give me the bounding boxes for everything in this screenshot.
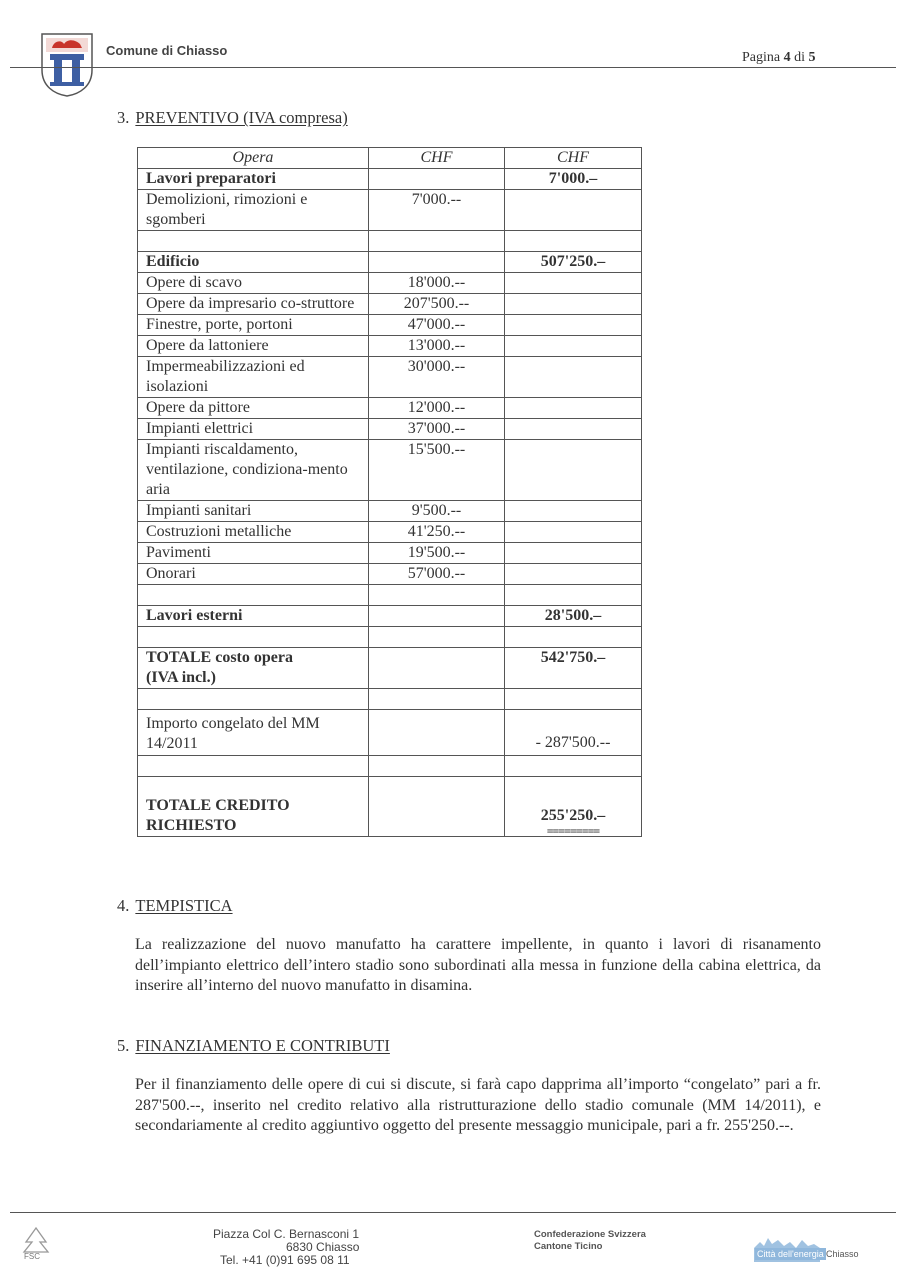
row-total: 255'250.– (540, 807, 606, 824)
table-row (138, 710, 642, 756)
row-amount (369, 231, 505, 252)
header-opera: Opera (138, 148, 369, 169)
table-row (138, 756, 642, 777)
section-title: PREVENTIVO (IVA compresa) (135, 108, 348, 127)
header-chf-amount: CHF (369, 148, 505, 169)
row-label: Finestre, porte, portoni (138, 315, 369, 336)
row-label: Demolizioni, rimozioni e sgomberi (138, 190, 369, 231)
row-total (505, 336, 642, 357)
section-3-heading (117, 108, 348, 128)
row-total-cell (505, 777, 642, 837)
row-amount (369, 689, 505, 710)
section-title: TEMPISTICA (135, 896, 233, 915)
coat-of-arms-icon (40, 32, 94, 98)
double-underline: ========= (546, 824, 600, 838)
row-label: Impianti elettrici (138, 419, 369, 440)
row-label: TOTALE costo opera (IVA incl.) (138, 648, 369, 689)
page-sep: di (794, 50, 805, 65)
footer-confederation (534, 1229, 646, 1253)
table-row (138, 564, 642, 585)
section-title: FINANZIAMENTO E CONTRIBUTI (135, 1036, 390, 1055)
row-amount: 30'000.-- (369, 357, 505, 398)
page-current: 4 (783, 50, 791, 65)
table-row (138, 689, 642, 710)
energy-city-label: Città dell'energia (757, 1249, 824, 1259)
section-number: 3. (117, 108, 130, 127)
page-label: Pagina (742, 50, 781, 65)
row-total: - 287'500.-- (505, 710, 642, 756)
row-label: Costruzioni metalliche (138, 522, 369, 543)
table-row (138, 273, 642, 294)
row-amount (369, 777, 505, 837)
row-total: 28'500.– (505, 606, 642, 627)
row-total (505, 543, 642, 564)
row-total (505, 315, 642, 336)
row-total (505, 398, 642, 419)
table-row (138, 585, 642, 606)
row-label: Opere da pittore (138, 398, 369, 419)
address-phone: Tel. +41 (0)91 695 08 11 (220, 1253, 350, 1267)
table-row (138, 648, 642, 689)
row-total: 7'000.– (505, 169, 642, 190)
table-row (138, 294, 642, 315)
canton-line: Cantone Ticino (534, 1241, 603, 1252)
table-row (138, 419, 642, 440)
row-label: Importo congelato del MM 14/2011 (138, 710, 369, 756)
confed-line: Confederazione Svizzera (534, 1229, 646, 1240)
row-total (505, 585, 642, 606)
row-amount: 7'000.-- (369, 190, 505, 231)
section-4-heading (117, 896, 233, 916)
row-label: TOTALE CREDITO RICHIESTO (138, 777, 369, 837)
row-label (138, 585, 369, 606)
section-number: 5. (117, 1036, 130, 1055)
table-row (138, 357, 642, 398)
row-label (138, 627, 369, 648)
row-amount (369, 169, 505, 190)
address-city: 6830 Chiasso (286, 1240, 360, 1254)
row-amount: 37'000.-- (369, 419, 505, 440)
row-total (505, 627, 642, 648)
row-amount: 207'500.-- (369, 294, 505, 315)
cost-estimate-table (137, 147, 642, 837)
finanziamento-paragraph: Per il finanziamento delle opere di cui si discute, si farà capo dapprima all’importo “congelato” pari a fr. 287'500.--, inserito nel credito relativo alla ristrutturazione dello stadio comunale (MM 14/2011), e secondariamente al credito aggiuntivo oggetto del presente messaggio municipale, pari a fr. 255'250.--. (135, 1076, 821, 1134)
row-total: 542'750.– (505, 648, 642, 689)
row-total (505, 231, 642, 252)
table-row (138, 336, 642, 357)
row-total (505, 756, 642, 777)
footer-address (213, 1228, 359, 1267)
section-number: 4. (117, 896, 130, 915)
row-label: Onorari (138, 564, 369, 585)
row-label: Lavori esterni (138, 606, 369, 627)
row-total (505, 357, 642, 398)
table-header-row (138, 148, 642, 169)
table-row (138, 315, 642, 336)
row-label: Opere da impresario co-struttore (138, 294, 369, 315)
row-amount: 9'500.-- (369, 501, 505, 522)
row-label: Impianti sanitari (138, 501, 369, 522)
row-amount: 15'500.-- (369, 440, 505, 501)
row-label: Opere da lattoniere (138, 336, 369, 357)
row-label: Edificio (138, 252, 369, 273)
row-total: 507'250.– (505, 252, 642, 273)
row-label: Impianti riscaldamento, ventilazione, condiziona-mento aria (138, 440, 369, 501)
row-label: Opere di scavo (138, 273, 369, 294)
table-row (138, 169, 642, 190)
row-total (505, 273, 642, 294)
row-amount: 19'500.-- (369, 543, 505, 564)
row-amount (369, 710, 505, 756)
page-number (742, 50, 816, 66)
table-row (138, 543, 642, 564)
row-label: Impermeabilizzazioni ed isolazioni (138, 357, 369, 398)
table-row (138, 522, 642, 543)
header-divider (10, 67, 896, 68)
row-total (505, 689, 642, 710)
table-row (138, 398, 642, 419)
row-amount: 18'000.-- (369, 273, 505, 294)
footer-divider (10, 1212, 896, 1213)
table-row (138, 501, 642, 522)
table-row (138, 252, 642, 273)
row-amount (369, 606, 505, 627)
row-label (138, 689, 369, 710)
row-total (505, 522, 642, 543)
row-total (505, 564, 642, 585)
row-amount: 47'000.-- (369, 315, 505, 336)
row-label: Lavori preparatori (138, 169, 369, 190)
tempistica-paragraph: La realizzazione del nuovo manufatto ha carattere impellente, in quanto i lavori di risanamento dell’impianto elettrico dell’intero stadio sono subordinati alla messa in funzione della cabina elettrica, da inserire all’interno del nuovo manufatto in disamina. (135, 936, 821, 994)
row-amount: 41'250.-- (369, 522, 505, 543)
row-total (505, 440, 642, 501)
table-row (138, 440, 642, 501)
fsc-label: FSC (24, 1252, 40, 1261)
municipality-name: Comune di Chiasso (106, 43, 228, 58)
table-row (138, 231, 642, 252)
table-row (138, 777, 642, 837)
table-row (138, 606, 642, 627)
energy-city-town: Chiasso (826, 1249, 859, 1259)
row-amount: 12'000.-- (369, 398, 505, 419)
page-total: 5 (808, 50, 816, 65)
row-amount (369, 627, 505, 648)
header-chf-total: CHF (505, 148, 642, 169)
row-label: Pavimenti (138, 543, 369, 564)
row-amount: 57'000.-- (369, 564, 505, 585)
row-amount (369, 648, 505, 689)
row-total (505, 294, 642, 315)
row-amount (369, 756, 505, 777)
table-row (138, 190, 642, 231)
row-total (505, 190, 642, 231)
row-total (505, 419, 642, 440)
row-label (138, 231, 369, 252)
address-street: Piazza Col C. Bernasconi 1 (213, 1227, 360, 1241)
row-amount (369, 252, 505, 273)
section-5-heading (117, 1036, 390, 1056)
table-row (138, 627, 642, 648)
row-total (505, 501, 642, 522)
row-label (138, 756, 369, 777)
row-amount: 13'000.-- (369, 336, 505, 357)
row-amount (369, 585, 505, 606)
